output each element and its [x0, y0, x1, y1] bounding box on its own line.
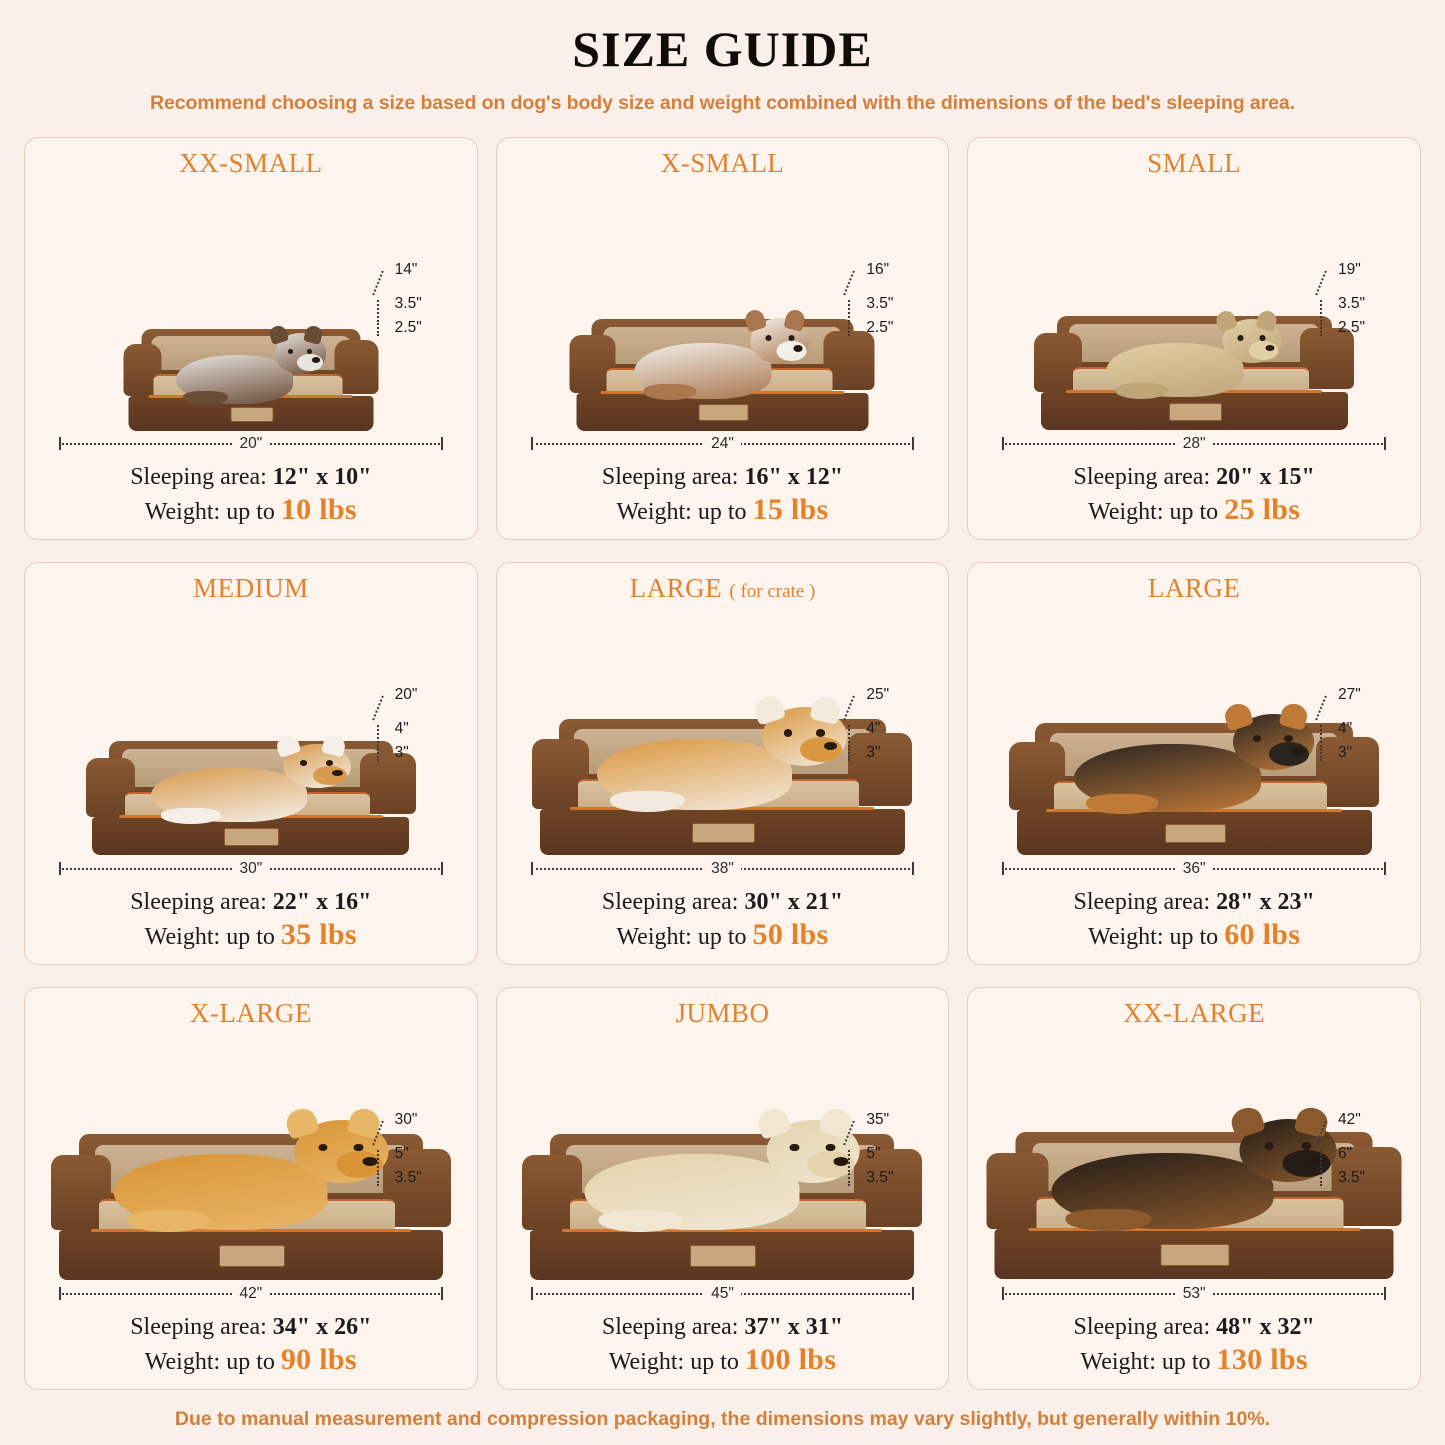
size-card[interactable]	[24, 137, 478, 540]
width-dimension: 20"	[232, 435, 269, 453]
mattress-height-dimension: 2.5"	[394, 318, 422, 336]
dog-illustration	[1074, 714, 1314, 814]
sleeping-area-value: 48" x 32"	[1216, 1314, 1315, 1340]
size-card-title	[179, 148, 323, 179]
page-subtitle: Recommend choosing a size based on dog's body size and weight combined with the dimensions of the bed's sleeping area.	[150, 92, 1295, 114]
sleeping-area-row	[505, 1314, 941, 1341]
dog-illustration	[113, 1120, 388, 1232]
weight-label: Weight:	[144, 924, 221, 950]
weight-label: Weight:	[144, 499, 221, 525]
mattress-height-dimension: 3"	[1337, 743, 1353, 761]
weight-row	[505, 1343, 941, 1377]
weight-row	[505, 493, 941, 527]
sleeping-area-value: 34" x 26"	[272, 1314, 372, 1340]
sleeping-area-row	[33, 889, 469, 916]
weight-row	[976, 493, 1412, 527]
size-name: LARGE	[629, 573, 723, 603]
mattress-height-dimension: 2.5"	[866, 318, 894, 336]
size-card[interactable]	[24, 562, 478, 965]
weight-label: Weight:	[1088, 499, 1164, 525]
width-dimension: 28"	[1176, 435, 1213, 453]
sleeping-area-label: Sleeping area:	[1073, 889, 1211, 915]
bolster-height-dimension: 5"	[394, 1144, 409, 1162]
width-dimension: 36"	[1176, 860, 1213, 878]
depth-dimension: 27"	[1337, 685, 1361, 703]
size-card[interactable]	[496, 137, 950, 540]
weight-label: Weight:	[608, 1349, 685, 1375]
width-dimension: 53"	[1176, 1285, 1213, 1303]
size-name: MEDIUM	[193, 573, 309, 603]
weight-value: 25 lbs	[1224, 493, 1301, 526]
width-dimension: 30"	[232, 860, 269, 878]
sleeping-area-label: Sleeping area:	[130, 1314, 267, 1340]
bolster-height-dimension: 6"	[1337, 1144, 1353, 1162]
dog-illustration	[151, 744, 351, 824]
weight-row	[33, 918, 469, 952]
size-card-info	[505, 889, 941, 952]
illustration-area	[33, 1031, 469, 1310]
illustration-area	[505, 1031, 941, 1310]
sleeping-area-label: Sleeping area:	[130, 889, 267, 915]
page-title: SIZE GUIDE	[572, 21, 873, 77]
depth-dimension: 30"	[394, 1110, 418, 1128]
depth-dimension: 14"	[394, 260, 418, 278]
size-card-title	[675, 998, 769, 1029]
weight-label: Weight:	[1088, 924, 1164, 950]
illustration-area	[976, 1031, 1412, 1310]
size-name: X-SMALL	[660, 148, 785, 178]
mattress-height-dimension: 3.5"	[866, 1168, 894, 1186]
weight-value: 10 lbs	[280, 493, 357, 526]
illustration-area	[976, 606, 1412, 885]
weight-upto-label: up to	[1169, 499, 1219, 525]
bolster-height-dimension: 3.5"	[1337, 294, 1366, 312]
size-card[interactable]	[496, 987, 950, 1390]
sleeping-area-value: 22" x 16"	[272, 889, 372, 915]
mattress-height-dimension: 3.5"	[1337, 1168, 1366, 1186]
sleeping-area-label: Sleeping area:	[1073, 1314, 1211, 1340]
weight-row	[33, 1343, 469, 1377]
size-card-title	[661, 148, 785, 179]
size-card-title	[1123, 998, 1265, 1029]
dog-illustration	[176, 333, 326, 405]
weight-label: Weight:	[616, 924, 692, 950]
size-card[interactable]	[967, 137, 1421, 540]
sleeping-area-value: 28" x 23"	[1216, 889, 1315, 915]
sleeping-area-label: Sleeping area:	[1073, 464, 1211, 490]
depth-dimension: 35"	[866, 1110, 890, 1128]
bolster-height-dimension: 4"	[1337, 719, 1353, 737]
size-name: X-LARGE	[189, 998, 312, 1028]
depth-dimension: 16"	[866, 260, 890, 278]
size-card[interactable]	[967, 987, 1421, 1390]
sleeping-area-value: 37" x 31"	[744, 1314, 844, 1340]
sleeping-area-label: Sleeping area:	[130, 464, 267, 490]
sleeping-area-label: Sleeping area:	[601, 889, 739, 915]
size-card-grid	[24, 137, 1421, 1390]
size-name: SMALL	[1147, 148, 1242, 178]
size-card-info	[505, 464, 941, 527]
size-card-info	[505, 1314, 941, 1377]
sleeping-area-label: Sleeping area:	[601, 464, 739, 490]
size-card-info	[976, 464, 1412, 527]
depth-dimension: 42"	[1337, 1110, 1361, 1128]
size-card-title	[1148, 573, 1241, 604]
mattress-height-dimension: 3"	[394, 743, 409, 761]
size-name-suffix: ( for crate )	[729, 581, 816, 602]
size-card-title	[190, 998, 312, 1029]
illustration-area	[976, 181, 1412, 460]
weight-row	[976, 1343, 1412, 1377]
weight-upto-label: up to	[690, 1349, 739, 1375]
weight-row	[505, 918, 941, 952]
width-dimension: 24"	[704, 435, 741, 453]
width-dimension-row	[59, 861, 442, 879]
footnote: Due to manual measurement and compression packaging, the dimensions may vary slightly, but generally within 10%.	[174, 1408, 1271, 1430]
width-dimension: 45"	[704, 1285, 741, 1303]
size-card[interactable]	[24, 987, 478, 1390]
bolster-height-dimension: 4"	[866, 719, 881, 737]
sleeping-area-value: 16" x 12"	[744, 464, 844, 490]
weight-label: Weight:	[1080, 1349, 1156, 1375]
weight-upto-label: up to	[226, 1349, 275, 1375]
sleeping-area-value: 20" x 15"	[1216, 464, 1315, 490]
bolster-height-dimension: 3.5"	[394, 294, 422, 312]
width-dimension-row	[1002, 861, 1385, 879]
mattress-height-dimension: 3.5"	[394, 1168, 422, 1186]
depth-dimension: 25"	[866, 685, 890, 703]
width-dimension: 42"	[232, 1285, 269, 1303]
weight-upto-label: up to	[697, 924, 747, 950]
mattress-height-dimension: 2.5"	[1337, 318, 1366, 336]
illustration-area	[505, 181, 941, 460]
weight-label: Weight:	[144, 1349, 221, 1375]
dog-illustration	[1107, 319, 1282, 399]
bolster-height-dimension: 5"	[866, 1144, 881, 1162]
weight-value: 35 lbs	[280, 918, 357, 951]
size-name: XX-SMALL	[179, 148, 323, 178]
weight-upto-label: up to	[697, 499, 747, 525]
width-dimension-row	[59, 1286, 442, 1304]
size-card-title	[193, 573, 309, 604]
size-name: XX-LARGE	[1123, 998, 1266, 1028]
size-card-info	[33, 464, 469, 527]
weight-value: 130 lbs	[1216, 1343, 1308, 1376]
sleeping-area-row	[505, 889, 941, 916]
size-card-info	[33, 1314, 469, 1377]
illustration-area	[505, 606, 941, 885]
dog-illustration	[585, 1120, 860, 1232]
width-dimension-row	[531, 436, 914, 454]
mattress-height-dimension: 3"	[866, 743, 881, 761]
size-card-info	[33, 889, 469, 952]
size-card-title	[1147, 148, 1241, 179]
weight-row	[976, 918, 1412, 952]
weight-value: 90 lbs	[280, 1343, 357, 1376]
dog-illustration	[597, 707, 847, 812]
weight-upto-label: up to	[1161, 1349, 1211, 1375]
bolster-height-dimension: 3.5"	[866, 294, 894, 312]
illustration-area	[33, 181, 469, 460]
weight-label: Weight:	[616, 499, 692, 525]
dog-illustration	[635, 318, 810, 400]
sleeping-area-row	[505, 464, 941, 491]
sleeping-area-row	[33, 1314, 469, 1341]
sleeping-area-value: 30" x 21"	[744, 889, 844, 915]
bolster-height-dimension: 4"	[394, 719, 409, 737]
weight-value: 15 lbs	[752, 493, 829, 526]
size-card-title	[630, 573, 816, 604]
sleeping-area-row	[33, 464, 469, 491]
width-dimension: 38"	[704, 860, 741, 878]
weight-value: 100 lbs	[744, 1343, 837, 1376]
depth-dimension: 20"	[394, 685, 418, 703]
size-name: LARGE	[1147, 573, 1241, 603]
weight-value: 60 lbs	[1224, 918, 1301, 951]
weight-upto-label: up to	[226, 499, 275, 525]
width-dimension-row	[59, 436, 442, 454]
width-dimension-row	[531, 1286, 914, 1304]
width-dimension-row	[531, 861, 914, 879]
width-dimension-row	[1002, 1286, 1385, 1304]
weight-upto-label: up to	[1169, 924, 1219, 950]
dog-illustration	[1052, 1119, 1337, 1231]
width-dimension-row	[1002, 436, 1385, 454]
sleeping-area-row	[976, 1314, 1412, 1341]
weight-value: 50 lbs	[752, 918, 829, 951]
weight-upto-label: up to	[226, 924, 275, 950]
size-name: JUMBO	[675, 998, 770, 1028]
sleeping-area-row	[976, 464, 1412, 491]
depth-dimension: 19"	[1337, 260, 1361, 278]
size-card-info	[976, 1314, 1412, 1377]
size-card-info	[976, 889, 1412, 952]
sleeping-area-row	[976, 889, 1412, 916]
sleeping-area-label: Sleeping area:	[601, 1314, 739, 1340]
weight-row	[33, 493, 469, 527]
size-card[interactable]	[967, 562, 1421, 965]
size-card[interactable]	[496, 562, 950, 965]
illustration-area	[33, 606, 469, 885]
sleeping-area-value: 12" x 10"	[272, 464, 372, 490]
